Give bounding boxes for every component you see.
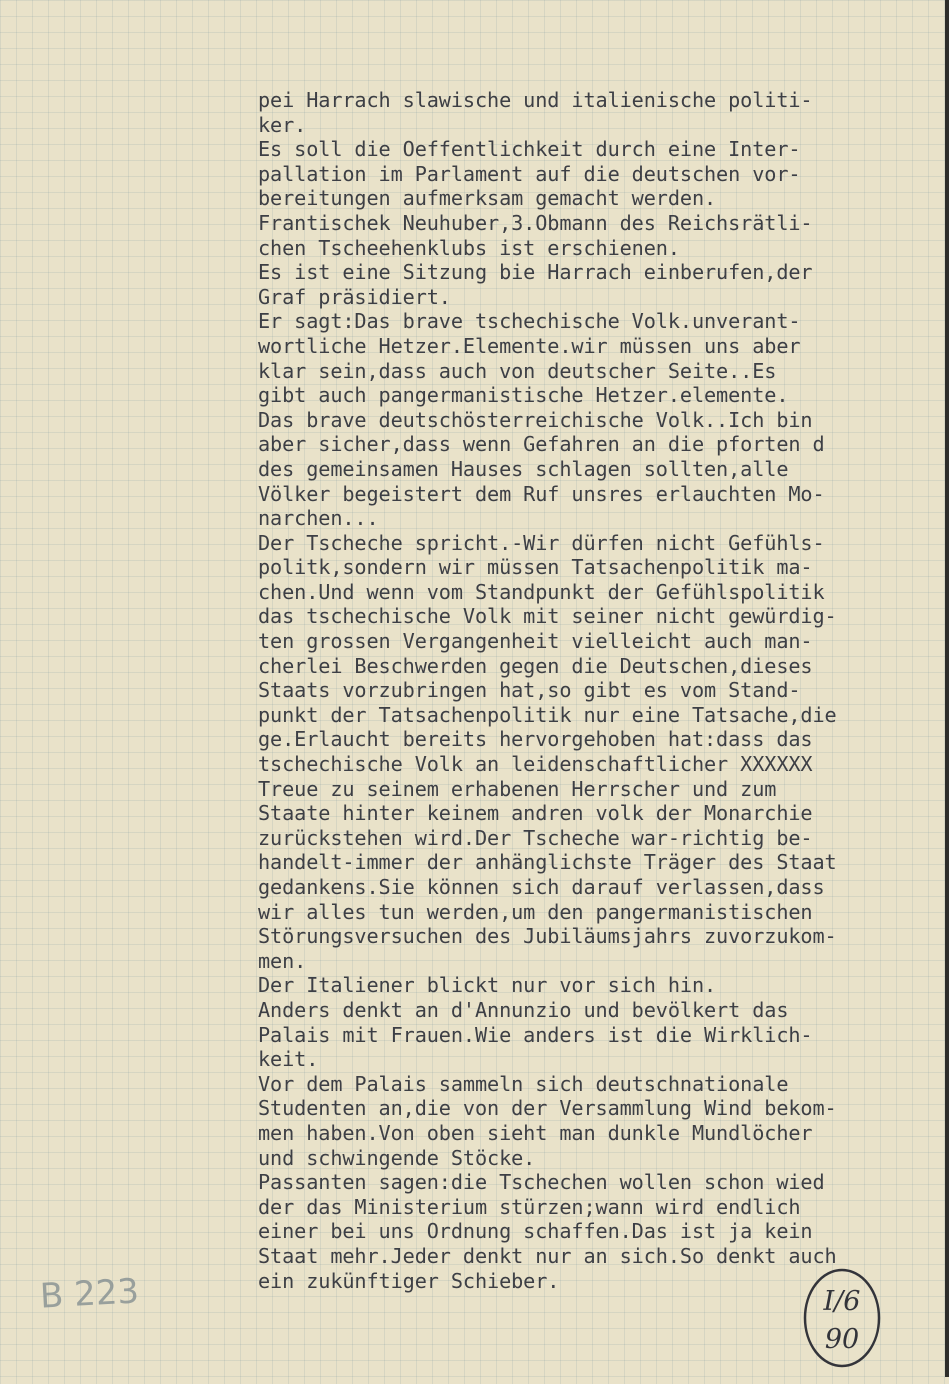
text-line: pallation im Parlament auf die deutschen vor-: [258, 161, 801, 186]
text-line: Es ist eine Sitzung bie Harrach einberufen,der: [258, 260, 813, 285]
text-line: zurückstehen wird.Der Tscheche war-richtig be-: [258, 825, 813, 850]
text-line: wortliche Hetzer.Elemente.wir müssen uns aber: [258, 333, 801, 358]
text-line: gibt auch pangermanistische Hetzer.elemente.: [258, 383, 789, 408]
text-line: Studenten an,die von der Versammlung Wind bekom-: [258, 1096, 837, 1121]
text-line: aber sicher,dass wenn Gefahren an die pforten d: [258, 432, 825, 457]
shelfmark-annotation: B 223: [39, 1271, 141, 1317]
text-line: gedankens.Sie können sich darauf verlassen,dass: [258, 875, 825, 899]
text-line: Der Tscheche spricht.-Wir dürfen nicht Gefühls-: [258, 530, 825, 555]
text-line: Palais mit Frauen.Wie anders ist die Wirklich-: [258, 1022, 813, 1047]
text-line: Störungsversuchen des Jubiläumsjahrs zuvorzukom-: [258, 924, 837, 949]
folio-stamp-graphic: [800, 1266, 886, 1384]
text-line: men.: [258, 948, 307, 973]
text-line: ten grossen Vergangenheit vielleicht auch man-: [258, 629, 813, 654]
text-line: bereitungen aufmerksam gemacht werden.: [258, 186, 717, 211]
text-line: Es soll die Oeffentlichkeit durch eine Inter-: [258, 137, 801, 162]
text-line: Er sagt:Das brave tschechische Volk.unverant-: [258, 309, 801, 334]
folio-stamp: [800, 1266, 886, 1384]
text-line: Der Italiener blickt nur vor sich hin.: [258, 973, 717, 998]
text-line: Treue zu seinem erhabenen Herrscher und zum: [258, 776, 777, 801]
page-edge-shadow: [945, 0, 949, 1377]
text-line: klar sein,dass auch von deutscher Seite..Es: [258, 358, 777, 383]
text-line: das tschechische Volk mit seiner nicht gewürdig-: [258, 604, 837, 629]
text-line: handelt-immer der anhänglichste Träger des Staat: [258, 850, 837, 875]
text-line: Graf präsidiert.: [258, 284, 451, 309]
text-line: des gemeinsamen Hauses schlagen sollten,alle: [258, 456, 789, 481]
folio-number-bottom: 90: [824, 1324, 860, 1355]
text-line: punkt der Tatsachenpolitik nur eine Tatsache,die: [258, 702, 837, 727]
text-line: Das brave deutschösterreichische Volk..Ich bin: [258, 407, 813, 432]
text-line: ker.: [258, 112, 307, 137]
text-line: Vor dem Palais sammeln sich deutschnationale: [258, 1071, 789, 1096]
text-line: und schwingende Stöcke.: [258, 1145, 536, 1170]
text-line: men haben.Von oben sieht man dunkle Mundlöcher: [258, 1120, 813, 1145]
text-line: wir alles tun werden,um den pangermanistischen: [258, 899, 813, 924]
text-line: ein zukünftiger Schieber.: [258, 1268, 560, 1293]
text-line: einer bei uns Ordnung schaffen.Das ist ja kein: [258, 1219, 813, 1244]
text-line: Staat mehr.Jeder denkt nur an sich.So denkt auch: [258, 1243, 837, 1268]
text-line: Völker begeistert dem Ruf unsres erlauchten Mo-: [258, 481, 825, 506]
text-line: cherlei Beschwerden gegen die Deutschen,dieses: [258, 653, 813, 678]
text-line: Staats vorzubringen hat,so gibt es vom Stand-: [258, 678, 801, 703]
text-line: tschechische Volk an leidenschaftlicher XXXXXX: [258, 752, 813, 777]
text-line: chen.Und wenn vom Standpunkt der Gefühlspolitik: [258, 579, 825, 604]
text-line: ge.Erlaucht bereits hervorgehoben hat:dass das: [258, 727, 813, 752]
text-line: Staate hinter keinem andren volk der Monarchie: [258, 801, 813, 826]
text-line: Passanten sagen:die Tschechen wollen schon wied: [258, 1170, 825, 1195]
text-line: der das Ministerium stürzen;wann wird endlich: [258, 1194, 801, 1219]
text-line: keit.: [258, 1047, 319, 1072]
text-line: Frantischek Neuhuber,3.Obmann des Reichsrätli-: [258, 210, 813, 235]
text-line: politk,sondern wir müssen Tatsachenpolitik ma-: [258, 555, 813, 580]
text-line: chen Tscheehenklubs ist erschienen.: [258, 235, 680, 260]
text-line: Anders denkt an d'Annunzio und bevölkert das: [258, 997, 789, 1022]
text-line: pei Harrach slawische und italienische politi-: [258, 88, 813, 112]
folio-number-top: I/6: [823, 1286, 861, 1317]
typed-text-block: [258, 88, 944, 1293]
text-line: narchen...: [258, 506, 379, 531]
